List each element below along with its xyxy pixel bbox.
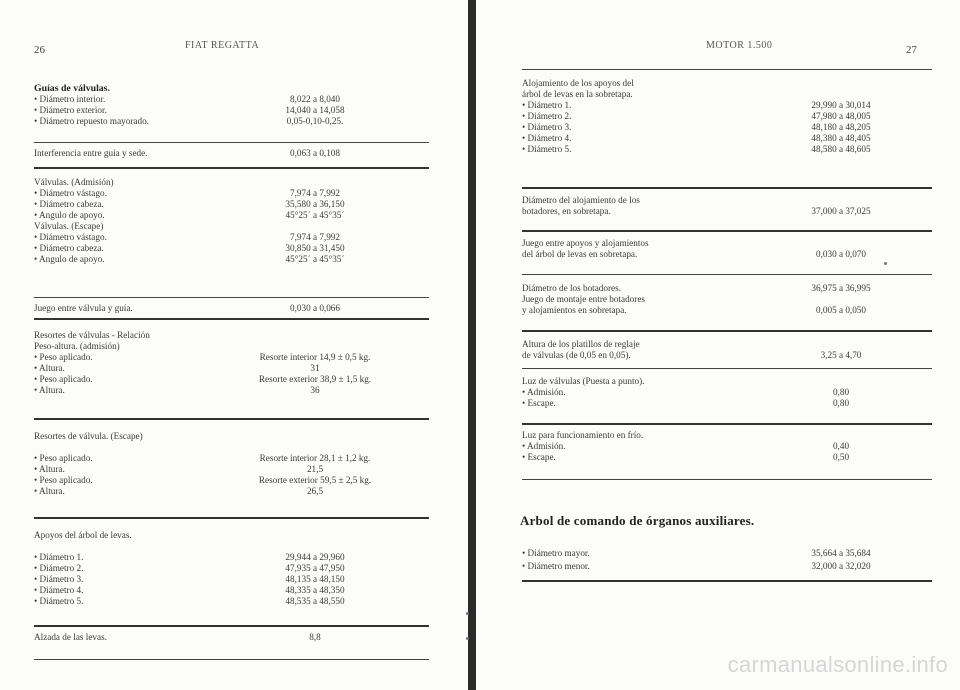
spec-label: Diámetro de los botadores.	[522, 283, 621, 293]
section-divider	[34, 142, 429, 143]
spec-label: • Diámetro 5.	[34, 596, 84, 606]
spec-row	[476, 238, 960, 249]
spec-value: 29,944 a 29,960	[285, 552, 345, 562]
spec-row	[476, 294, 960, 305]
spec-label: Alzada de las levas.	[34, 632, 107, 642]
spec-label: • Peso aplicado.	[34, 352, 93, 362]
spec-value: 3,25 a 4,70	[820, 350, 862, 360]
spec-value: 29,990 a 30,014	[811, 100, 871, 110]
spec-row	[0, 530, 468, 541]
spec-label: • Diámetro vástago.	[34, 232, 107, 242]
spec-row	[0, 486, 468, 497]
spec-row	[0, 541, 468, 552]
spec-row	[476, 561, 960, 574]
spec-value: 37,000 a 37,025	[811, 206, 871, 216]
spec-value: 48,135 a 48,150	[285, 574, 345, 584]
spec-row	[0, 475, 468, 486]
page-gutter	[468, 0, 476, 690]
left-page-number: 26	[34, 44, 45, 56]
spec-label: Apoyos del árbol de levas.	[34, 530, 132, 540]
spec-label: • Peso aplicado.	[34, 374, 93, 384]
spec-row	[476, 387, 960, 398]
spec-row	[476, 78, 960, 89]
spec-label: • Diámetro 1.	[34, 552, 84, 562]
spec-row	[0, 585, 468, 596]
section-divider	[34, 625, 429, 627]
spec-row	[476, 305, 960, 316]
spec-row	[476, 441, 960, 452]
scan-speck	[466, 612, 469, 615]
spec-row	[0, 199, 468, 210]
right-section	[476, 283, 960, 316]
spec-row	[476, 430, 960, 441]
section-divider	[522, 69, 932, 70]
right-section	[476, 195, 960, 217]
left-section	[0, 330, 468, 396]
spec-value: 48,380 a 48,405	[811, 133, 871, 143]
spec-row	[476, 376, 960, 387]
spec-label: botadores, en sobretapa.	[522, 206, 611, 216]
spec-label: Resortes de válvulas - Relación	[34, 330, 150, 340]
spec-label: y alojamientos en sobretapa.	[522, 305, 627, 315]
section-divider	[522, 479, 932, 480]
spec-label: Alojamiento de los apoyos del	[522, 78, 634, 88]
left-section	[0, 431, 468, 497]
spec-row	[476, 339, 960, 350]
spec-label: • Angulo de apoyo.	[34, 210, 105, 220]
spec-label: • Escape.	[522, 398, 556, 408]
spec-row	[476, 122, 960, 133]
left-section	[0, 148, 468, 159]
spec-label: • Diámetro interior.	[34, 94, 106, 104]
spec-row	[0, 330, 468, 341]
spec-label: Luz para funcionamiento en frío.	[522, 430, 644, 440]
spec-value: 35,664 a 35,684	[811, 548, 871, 558]
spec-row	[476, 283, 960, 294]
spec-value: 0,80	[832, 398, 850, 408]
spec-label: • Diámetro vástago.	[34, 188, 107, 198]
spec-value: 30,850 a 31,450	[285, 243, 345, 253]
spec-label: • Altura.	[34, 385, 65, 395]
spec-value: 8,8	[309, 632, 321, 642]
spec-value: 48,335 a 48,350	[285, 585, 345, 595]
spec-row	[0, 552, 468, 563]
spec-value: 32,000 a 32,020	[811, 561, 871, 571]
spec-row	[0, 210, 468, 221]
spec-value: 35,580 a 36,150	[285, 199, 345, 209]
spec-value: 0,030 a 0,066	[289, 303, 340, 313]
spec-label: • Diámetro 5.	[522, 144, 572, 154]
spec-label: • Diámetro menor.	[522, 561, 590, 571]
left-section	[0, 177, 468, 265]
spec-label: Luz de válvulas (Puesta a punto).	[522, 376, 645, 386]
spec-value: 21,5	[306, 464, 324, 474]
spec-row	[476, 206, 960, 217]
section-divider	[522, 230, 932, 232]
spec-label: • Diámetro 1.	[522, 100, 572, 110]
spec-value: 45°25´ a 45°35´	[285, 254, 345, 264]
aux-section	[476, 548, 960, 574]
spec-label: • Altura.	[34, 486, 65, 496]
spec-label: • Diámetro repuesto mayorado.	[34, 116, 149, 126]
spec-label: • Diámetro 3.	[522, 122, 572, 132]
spec-value: 48,580 a 48,605	[811, 144, 871, 154]
spec-value: 0,50	[832, 452, 850, 462]
spec-row	[0, 352, 468, 363]
right-section	[476, 430, 960, 463]
spec-value: 0,80	[832, 387, 850, 397]
spec-label: Juego de montaje entre botadores	[522, 294, 645, 304]
spec-row	[0, 83, 468, 94]
spec-label: • Diámetro 4.	[34, 585, 84, 595]
spec-row	[0, 374, 468, 385]
spec-label: Válvulas. (Escape)	[34, 221, 104, 231]
spec-row	[476, 548, 960, 561]
spec-row	[476, 195, 960, 206]
spec-value: 47,935 a 47,950	[285, 563, 345, 573]
watermark: carmanualsonline.info	[727, 652, 948, 677]
section-divider	[522, 368, 932, 369]
spec-label: • Altura.	[34, 464, 65, 474]
spec-label: Interferencia entre guía y sede.	[34, 148, 148, 158]
right-section	[476, 376, 960, 409]
spec-label: • Escape.	[522, 452, 556, 462]
spec-label: • Altura.	[34, 363, 65, 373]
spec-row	[0, 632, 468, 643]
spec-row	[0, 105, 468, 116]
spec-row	[476, 452, 960, 463]
section-divider	[522, 330, 932, 332]
spec-row	[0, 303, 468, 314]
spec-value: 26,5	[306, 486, 324, 496]
spec-row	[0, 464, 468, 475]
spec-label: • Diámetro 2.	[34, 563, 84, 573]
spec-row	[476, 398, 960, 409]
spec-row	[0, 243, 468, 254]
spec-value: 0,063 a 0,108	[289, 148, 340, 158]
spec-value: Resorte exterior 59,5 ± 2,5 kg.	[258, 475, 372, 485]
spec-label: • Diámetro 3.	[34, 574, 84, 584]
spec-value: 47,980 a 48,005	[811, 111, 871, 121]
section-divider	[34, 297, 429, 298]
section-divider	[522, 187, 932, 189]
left-section	[0, 83, 468, 127]
spec-row	[476, 350, 960, 361]
spec-row	[0, 431, 468, 442]
spec-row	[476, 249, 960, 260]
spec-value: 0,030 a 0,070	[815, 249, 866, 259]
spec-value: 0,005 a 0,050	[815, 305, 866, 315]
right-section	[476, 78, 960, 155]
spec-value: 8,022 a 8,040	[289, 94, 340, 104]
spec-label: Peso-altura. (admisión)	[34, 341, 120, 351]
spec-label: de válvulas (de 0,05 en 0,05).	[522, 350, 631, 360]
spec-row	[0, 232, 468, 243]
spec-label: Juego entre apoyos y alojamientos	[522, 238, 649, 248]
spec-row	[0, 574, 468, 585]
scan-speck	[884, 262, 887, 265]
spec-value: 45°25´ a 45°35´	[285, 210, 345, 220]
left-page-header: FIAT REGATTA	[185, 40, 260, 51]
spec-row	[476, 133, 960, 144]
spec-row	[0, 188, 468, 199]
spec-label: árbol de levas en la sobretapa.	[522, 89, 633, 99]
spec-row	[0, 94, 468, 105]
left-section	[0, 632, 468, 643]
spec-row	[476, 111, 960, 122]
spec-row	[0, 385, 468, 396]
spec-label: Juego entre válvula y guía.	[34, 303, 133, 313]
spec-row	[0, 221, 468, 232]
spec-row	[0, 116, 468, 127]
spec-label: Resortes de válvula. (Escape)	[34, 431, 143, 441]
spec-value: 48,535 a 48,550	[285, 596, 345, 606]
spec-value: 36,975 a 36,995	[811, 283, 871, 293]
left-section	[0, 303, 468, 314]
spec-label: • Diámetro cabeza.	[34, 199, 104, 209]
spec-value: 7,974 a 7,992	[289, 232, 340, 242]
spec-label: Válvulas. (Admisión)	[34, 177, 114, 187]
spec-row	[0, 596, 468, 607]
spec-row	[0, 442, 468, 453]
scan-speck	[466, 637, 469, 640]
left-section	[0, 530, 468, 607]
left-page	[0, 0, 468, 690]
spec-label: • Diámetro cabeza.	[34, 243, 104, 253]
spec-row	[0, 453, 468, 464]
spec-value: 31	[310, 363, 320, 373]
spec-label: • Admisión.	[522, 441, 566, 451]
spec-value: 0,40	[832, 441, 850, 451]
section-divider	[34, 517, 429, 519]
right-section	[476, 339, 960, 361]
right-page	[476, 0, 960, 690]
spec-label: del árbol de levas en sobretapa.	[522, 249, 638, 259]
aux-section-title: Arbol de comando de órganos auxiliares.	[520, 513, 755, 528]
spec-label: • Peso aplicado.	[34, 453, 93, 463]
spec-row	[476, 89, 960, 100]
section-divider	[522, 423, 932, 425]
spec-label: • Diámetro 2.	[522, 111, 572, 121]
spec-label: • Diámetro exterior.	[34, 105, 107, 115]
spec-label: Guías de válvulas.	[34, 83, 110, 94]
spec-row	[476, 100, 960, 111]
section-divider	[34, 418, 429, 420]
spec-value: 14,040 a 14,058	[285, 105, 345, 115]
section-divider	[34, 167, 429, 169]
spec-value: 0,05-0,10-0,25.	[286, 116, 344, 126]
spec-row	[0, 148, 468, 159]
spec-label: • Admisión.	[522, 387, 566, 397]
spec-label: • Angulo de apoyo.	[34, 254, 105, 264]
spec-value: 7,974 a 7,992	[289, 188, 340, 198]
right-page-header: MOTOR 1.500	[706, 40, 773, 51]
section-divider	[522, 274, 932, 275]
spec-label: Diámetro del alojamiento de los	[522, 195, 640, 205]
right-section	[476, 238, 960, 260]
spec-row	[0, 177, 468, 188]
section-divider	[522, 580, 932, 582]
spec-label: • Diámetro mayor.	[522, 548, 590, 558]
spec-value: Resorte interior 14,9 ± 0,5 kg.	[259, 352, 371, 362]
spec-row	[476, 144, 960, 155]
spec-label: Altura de los platillos de reglaje	[522, 339, 640, 349]
spec-label: • Peso aplicado.	[34, 475, 93, 485]
section-divider	[34, 659, 429, 660]
spec-value: Resorte exterior 38,9 ± 1,5 kg.	[258, 374, 372, 384]
spec-value: 36	[310, 385, 320, 395]
right-page-number: 27	[906, 44, 917, 56]
spec-row	[0, 341, 468, 352]
spec-value: 48,180 a 48,205	[811, 122, 871, 132]
spec-value: Resorte interior 28,1 ± 1,2 kg.	[259, 453, 371, 463]
section-divider	[34, 318, 429, 320]
spec-row	[0, 563, 468, 574]
spec-label: • Diámetro 4.	[522, 133, 572, 143]
spec-row	[0, 254, 468, 265]
spec-row	[0, 363, 468, 374]
